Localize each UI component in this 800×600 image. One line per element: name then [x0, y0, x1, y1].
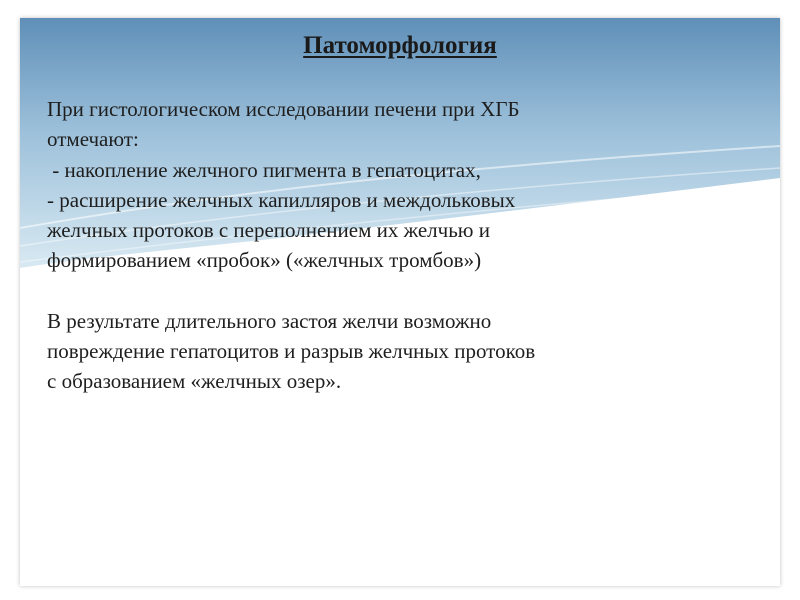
body-line: желчных протоков с переполнением их желчью и: [47, 218, 490, 243]
body-line: - расширение желчных капилляров и междольковых: [47, 187, 516, 212]
slide: [20, 18, 780, 586]
body-line: В результате длительного застоя желчи возможно: [47, 308, 492, 333]
body-line: формированием «пробок» («желчных тромбов»): [47, 248, 482, 273]
slide-title: Патоморфология: [303, 32, 497, 59]
body-line: - накопление желчного пигмента в гепатоцитах,: [47, 157, 481, 182]
body-line: повреждение гепатоцитов и разрыв желчных протоков: [47, 339, 536, 364]
paragraph-gap: [47, 276, 757, 306]
body-line: При гистологическом исследовании печени при ХГБ: [47, 97, 520, 121]
body-line: с образованием «желчных озер».: [47, 369, 342, 394]
body-line: отмечают:: [47, 127, 139, 152]
slide-body: [47, 94, 757, 397]
